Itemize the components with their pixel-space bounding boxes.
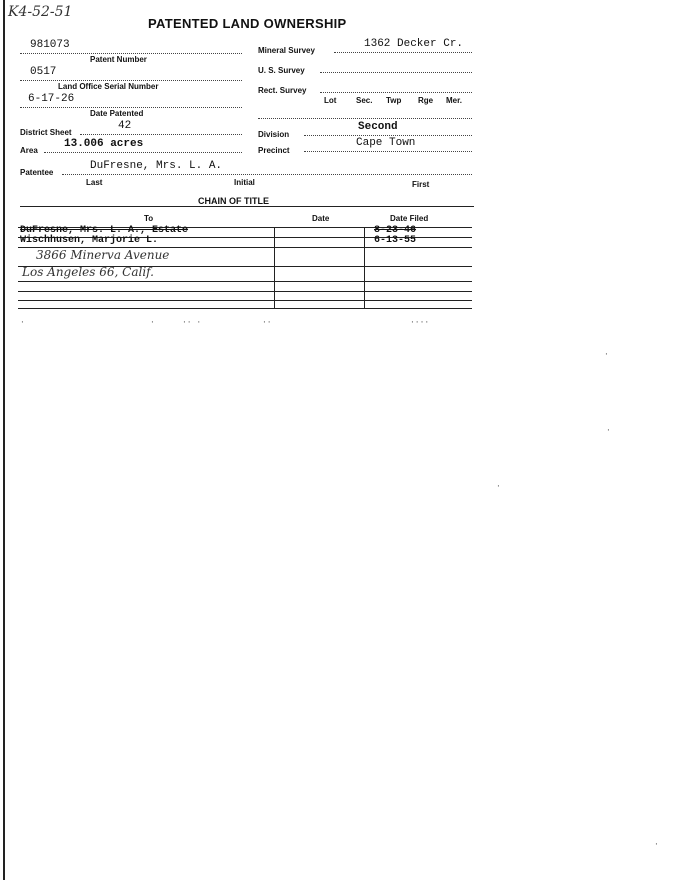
rect-col-twp: Twp (386, 96, 402, 105)
rect-col-rge: Rge (418, 96, 434, 105)
scan-artifact: · (496, 482, 501, 491)
serial-number-line (20, 80, 242, 81)
scan-artifact: · (604, 350, 609, 359)
col-to-header: To (144, 214, 154, 223)
table-rule (18, 291, 472, 292)
serial-number-value: 0517 (30, 66, 57, 78)
patentee-line (62, 174, 472, 175)
scan-edge (3, 0, 5, 880)
precinct-line (304, 151, 472, 152)
patentee-label: Patentee (20, 168, 54, 177)
serial-number-label: Land Office Serial Number (58, 82, 159, 91)
patent-number-line (20, 53, 242, 54)
us-survey-line (320, 72, 472, 73)
scan-artifact: ·· (262, 318, 272, 327)
rect-survey-label: Rect. Survey (258, 86, 307, 95)
scan-artifact: · (654, 840, 659, 849)
col-date-header: Date (312, 214, 330, 223)
table-rule (18, 281, 472, 282)
table-divider (364, 227, 365, 309)
mineral-survey-line (334, 52, 472, 53)
mineral-survey-value: 1362 Decker Cr. (364, 38, 464, 50)
patent-number-label: Patent Number (90, 55, 147, 64)
scan-artifact: · (150, 318, 155, 327)
patentee-last-label: Last (86, 178, 103, 187)
handwritten-address-line-2: Los Angeles 66, Calif. (22, 265, 154, 279)
precinct-value: Cape Town (356, 137, 416, 149)
patent-number-value: 981073 (30, 39, 70, 51)
rect-col-lot: Lot (324, 96, 337, 105)
table-row-2-date-filed: 6-13-55 (374, 235, 417, 246)
page-title: PATENTED LAND OWNERSHIP (148, 16, 347, 31)
patentee-value: DuFresne, Mrs. L. A. (90, 160, 223, 172)
scan-artifact: ·· · (182, 318, 202, 327)
division-line (304, 135, 472, 136)
scan-artifact: · (606, 426, 611, 435)
date-patented-value: 6-17-26 (28, 93, 75, 105)
table-rule (18, 308, 472, 309)
area-value: 13.006 acres (64, 138, 144, 150)
col-date-filed-header: Date Filed (390, 214, 429, 223)
chain-of-title-table (18, 227, 472, 309)
table-rule (18, 300, 472, 301)
area-line (44, 152, 242, 153)
district-sheet-label: District Sheet (20, 128, 72, 137)
scan-artifact: · (20, 318, 25, 327)
precinct-label: Precinct (258, 146, 290, 155)
chain-of-title-heading: CHAIN OF TITLE (198, 196, 269, 206)
date-patented-label: Date Patented (90, 109, 144, 118)
us-survey-label: U. S. Survey (258, 66, 305, 75)
handwritten-reference: K4-52-51 (8, 4, 73, 20)
patentee-initial-label: Initial (234, 178, 255, 187)
handwritten-address-line-1: 3866 Minerva Avenue (36, 248, 170, 262)
area-label: Area (20, 146, 38, 155)
division-value: Second (358, 121, 398, 133)
rect-survey-underline (258, 118, 472, 119)
mineral-survey-label: Mineral Survey (258, 46, 315, 55)
scan-artifact: ···· (410, 318, 430, 327)
table-row-1-date-filed: 8-23-46 (374, 225, 417, 236)
division-label: Division (258, 130, 290, 139)
district-sheet-value: 42 (118, 120, 132, 132)
rect-col-mer: Mer. (446, 96, 463, 105)
chain-top-rule (20, 206, 474, 207)
patentee-first-label: First (412, 180, 430, 189)
district-sheet-line (80, 134, 242, 135)
table-divider (274, 227, 275, 309)
rect-survey-line (320, 92, 472, 93)
table-row-2-to: Wischhusen, Marjorie L. (20, 235, 159, 246)
table-row-1-to: DuFresne, Mrs. L. A., Estate (20, 225, 189, 236)
rect-col-sec: Sec. (356, 96, 373, 105)
date-patented-line (20, 107, 242, 108)
